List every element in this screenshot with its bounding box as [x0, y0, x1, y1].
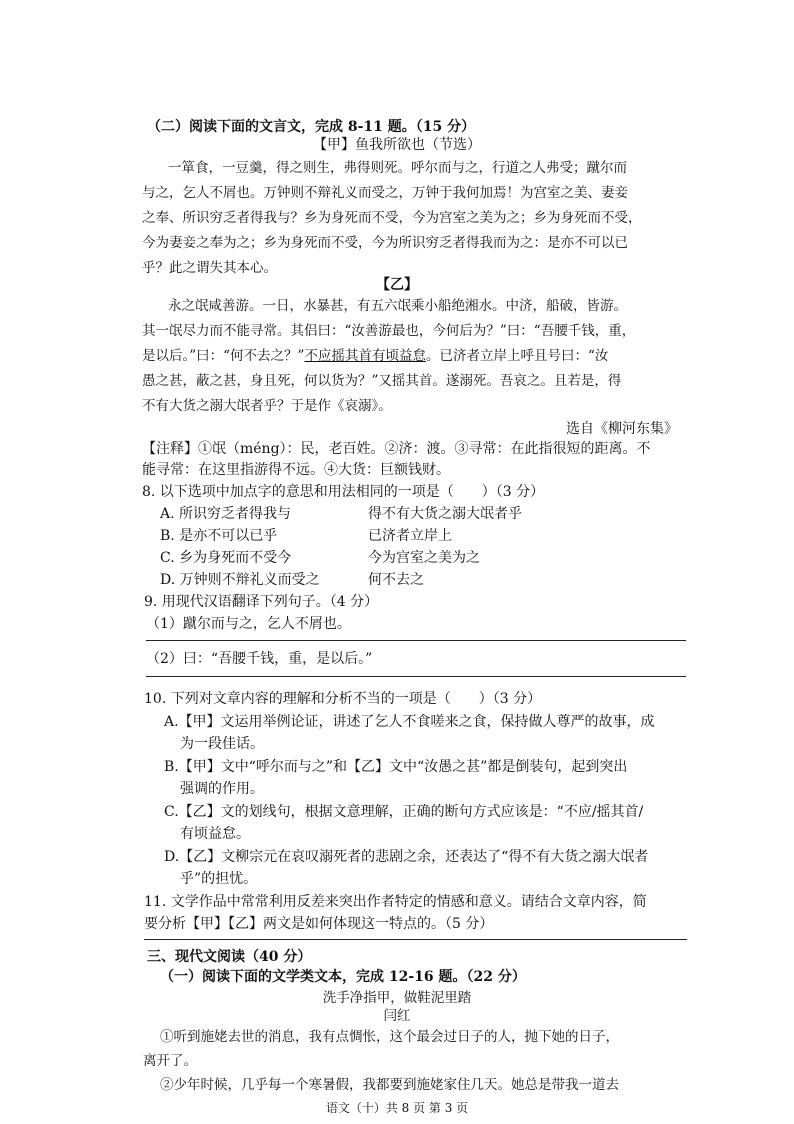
source-citation: 选自《柳河东集》 — [566, 421, 678, 437]
option-d-left: D. 万钟则不辩礼义而受之 — [160, 572, 320, 588]
article-paragraph: 离开了。 — [143, 1053, 197, 1069]
passage-line: 之奉、所识穷乏者得我与？乡为身死而不受，今为宫室之美为之；乡为身死而不受， — [142, 210, 642, 226]
passage-line: 愚之甚，蔽之甚，身且死，何以货为？”又摇其首。遂溺死。吾哀之。且若是，得 — [142, 373, 622, 389]
section-heading: （二）阅读下面的文言文，完成 8-11 题。（15 分） — [147, 119, 476, 135]
article-paragraph: ②少年时候，几乎每一个寒暑假，我都要到施姥家住几天。她总是带我一道去 — [160, 1077, 619, 1093]
option-d-right: 何不去之 — [368, 572, 424, 588]
question-9-stem: 9. 用现代汉语翻译下列句子。（4 分） — [144, 594, 379, 610]
option-a-right: 得不有大货之溺大氓者乎 — [368, 506, 522, 522]
passage-line: 永之氓咸善游。一日，水暴甚，有五六氓乘小船绝湘水。中济，船破，皆游。 — [168, 298, 627, 314]
option-line: 有顷益怠。 — [180, 826, 250, 842]
notes-line: 能寻常：在这里指游得不远。④大货：巨额钱财。 — [142, 462, 450, 478]
passage-line: 今为妻妾之奉为之；乡为身死而不受，今为所识穷乏者得我而为之：是亦不可以已 — [142, 235, 628, 251]
passage-line: 其一氓尽力而不能寻常。其侣曰：“汝善游最也，今何后为？”曰：“吾腰千钱，重， — [142, 323, 636, 339]
page-footer: 语文（十）共 8 页 第 3 页 — [325, 1101, 469, 1115]
passage-yi-title: 【乙】 — [376, 277, 418, 293]
passage-text: 。已济者立岸上呼且号曰：“汝 — [425, 348, 609, 364]
option-b-right: 已济者立岸上 — [368, 528, 452, 544]
section-3-subheading: （一）阅读下面的文学类文本，完成 12-16 题。（22 分） — [160, 969, 526, 985]
section-3-heading: 三、现代文阅读（40 分） — [147, 949, 312, 965]
article-paragraph: ①听到施姥去世的消息，我有点惆怅，这个最会过日子的人，抛下她的日子， — [160, 1029, 619, 1045]
notes-line: 【注释】①氓（méng）：民，老百姓。②济：渡。③寻常：在此指很短的距离。不 — [142, 441, 651, 457]
article-author: 闫红 — [383, 1008, 411, 1024]
question-11-line: 要分析【甲】【乙】两文是如何体现这一特点的。（5 分） — [144, 916, 494, 932]
question-8-stem: 8. 以下选项中加点字的意思和用法相同的一项是（ ）（3 分） — [142, 484, 545, 500]
question-9-sentence-2: （2）曰：“吾腰千钱，重，是以后。” — [146, 651, 373, 667]
underlined-sentence: 不应摇其首有顷益怠 — [304, 348, 426, 364]
option-b-left: B. 是亦不可以已乎 — [160, 528, 278, 544]
option-line: B.【甲】文中“呼尔而与之”和【乙】文中“汝愚之甚”都是倒装句，起到突出 — [164, 759, 628, 775]
option-line: C.【乙】文的划线句，根据文意理解，正确的断句方式应该是：“不应/摇其首/ — [164, 804, 644, 820]
article-title: 洗手净指甲，做鞋泥里踏 — [322, 990, 472, 1006]
passage-line: 一箪食，一豆羹，得之则生，弗得则死。呼尔而与之，行道之人弗受；蹴尔而 — [168, 160, 627, 176]
answer-line[interactable] — [146, 676, 686, 677]
option-line: 为一段佳话。 — [180, 736, 264, 752]
option-line: A.【甲】文运用举例论证，讲述了乞人不食嗟来之食，保持做人尊严的故事，成 — [164, 714, 655, 730]
option-line: D.【乙】文柳宗元在哀叹溺死者的悲剧之余，还表达了“得不有大货之溺大氓者 — [164, 849, 649, 865]
passage-line: 乎？此之谓失其本心。 — [142, 260, 277, 276]
passage-jia-title: 【甲】鱼我所欲也（节选） — [313, 137, 481, 153]
section-divider — [144, 939, 687, 940]
passage-line — [142, 344, 608, 364]
question-10-stem: 10. 下列对文章内容的理解和分析不当的一项是（ ）（3 分） — [144, 691, 542, 707]
question-9-sentence-1: （1）蹴尔而与之，乞人不屑也。 — [146, 616, 351, 632]
answer-line[interactable] — [146, 640, 686, 641]
option-a-left: A. 所识穷乏者得我与 — [160, 506, 292, 522]
passage-line: 不有大货之溺大氓者乎？于是作《哀溺》。 — [142, 398, 392, 414]
question-11-line: 11. 文学作品中常常利用反差来突出作者特定的情感和意义。请结合文章内容，简 — [144, 894, 647, 910]
passage-line: 与之，乞人不屑也。万钟则不辩礼义而受之，万钟于我何加焉！为宫室之美、妻妾 — [142, 185, 628, 201]
option-c-left: C. 乡为身死而不受今 — [160, 550, 292, 566]
option-c-right: 今为宫室之美为之 — [368, 550, 480, 566]
option-line: 乎”的担忧。 — [180, 871, 258, 887]
option-line: 强调的作用。 — [180, 781, 264, 797]
passage-text: 是以后。”曰：“何不去之？” — [142, 348, 305, 364]
